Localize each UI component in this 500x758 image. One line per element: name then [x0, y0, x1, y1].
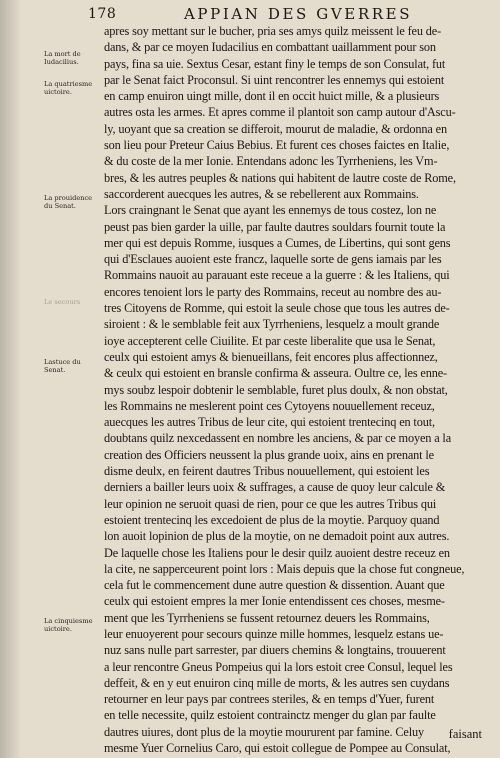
text-line: estoient trentecinq les excedoient de plus de la moytie. Parquoy quand [104, 512, 440, 527]
text-line: ment que les Tyrrheniens se fussent retournez deuers les Rommains, [104, 610, 430, 625]
text-line: en telle necessite, quilz estoient contrainctz menger du glan par faulte [104, 708, 436, 723]
text-line: dautres uiures, dont plus de la moytie moururent par famine. Celuy [104, 724, 424, 739]
text-line: nuz sans nulle part sarrester, par diuers chemins & longtains, trouuerent [104, 643, 446, 658]
text-line: a leur rencontre Gneus Pompeius qui la lors estoit cree Consul, lequel les [104, 659, 453, 674]
text-line: les Rommains ne meslerent point ces Cytoyens nouuellement receuz, [104, 398, 435, 413]
text-line: la cite, ne sapperceurent point lors : Mais depuis que la chose fut congneue, [104, 561, 465, 576]
text-line: doubtans quilz nexcedassent en nombre les anciens, & par ce moyen a la [104, 431, 452, 446]
text-line: ceulx qui estoient empres la mer Ionie entendissent ces choses, mesme- [104, 594, 445, 609]
text-line: son lieu pour Preteur Caius Bebius. Et furent ces choses faictes en Italie, [104, 138, 450, 153]
margin-note: La cinquiesme uictoire. [44, 617, 93, 633]
text-line: ceulx qui estoient amys & bienueillans, feit encores plus affectionnez, [104, 349, 438, 364]
body-text [104, 23, 482, 756]
text-line: ly, uoyant que sa creation se differoit, mourut de maladie, & ordonna en [104, 121, 447, 136]
text-line: saccorderent auecques les autres, & se rebellerent aux Rommains. [104, 186, 419, 201]
text-line: mesme Yuer Cornelius Caro, qui estoit collegue de Pompee au Consulat, [104, 741, 451, 756]
margin-note: La quatriesme uictoire. [44, 80, 93, 96]
text-line: bres, & les autres peuples & nations qui habitent de lautre coste de Rome, [104, 170, 456, 185]
text-line: siroient : & le semblable feit aux Tyrrheniens, lesquelz a moult grande [104, 317, 440, 332]
text-line: Rommains nauoit au parauant este receue a la guerre : & les Italiens, qui [104, 268, 450, 283]
text-line: tres Citoyens de Romme, qui estoit la seule chose que tous les autres de- [104, 301, 450, 316]
text-line: derniers a bailler leurs uoix & suffrages, a cause de quoy leur calcule & [104, 480, 446, 495]
text-line: & ceulx qui estoient en bransle confirma & asseura. Oultre ce, les enne- [104, 366, 447, 381]
text-line: apres soy mettant sur le bucher, pria ses amys quilz meissent le feu de- [104, 24, 442, 38]
margin-note: Lastuce du Senat. [44, 358, 81, 374]
text-line: auecques les autres Tribus de leur cite, qui estoient trentecinq en tout, [104, 415, 435, 430]
text-line: retourner en leur pays par contrees steriles, & en temps d'Yuer, furent [104, 692, 435, 707]
running-head: APPIAN DES GVERRES [184, 5, 413, 23]
text-line: creation des Officiers neussent la plus grande uoix, ains en prenant le [104, 447, 434, 462]
text-line: leur opinion ne seruoit quasi de rien, pour ce que les autres Tribus qui [104, 496, 437, 511]
text-line: mys soubz lespoir dobtenir le semblable, furet plus doulx, & non obstat, [104, 382, 448, 397]
text-line: en camp enuiron uingt mille, dont il en occit huict mille, & a plusieurs [104, 89, 440, 104]
margin-note-faint: Le secours [44, 298, 81, 306]
text-line: ioye accepterent celle Ciuilite. Et par ceste liberalite que usa le Senat, [104, 333, 436, 348]
page-number: 178 [88, 6, 117, 22]
text-line: encores tenoient lors le party des Rommains, receut au nombre des au- [104, 284, 442, 299]
text-line: par le Senat faict Proconsul. Si uint rencontrer les ennemys qui estoient [104, 72, 445, 87]
text-line: peust pas bien garder la uille, par faulte dautres souldars fournit toute la [104, 219, 446, 234]
text-line: lon auoit lopinion de plus de la moytie, on ne demadoit point aux autres. [104, 529, 450, 544]
text-line: qui d'Esclaues auoient este francz, laquelle sorte de gens iamais par les [104, 252, 442, 267]
margin-notes [0, 0, 100, 758]
text-line: mer qui est depuis Romme, iusques a Cumes, de Libertins, qui sont gens [104, 235, 451, 250]
text-line: & du coste de la mer Ionie. Entendans adonc les Tyrrheniens, les Vm- [104, 154, 438, 169]
text-line: autres osta les armes. Et apres comme il plantoit son camp autour d'Ascu- [104, 105, 456, 120]
text-line: De laquelle chose les Italiens pour le desir quilz auoient destre receuz en [104, 545, 450, 560]
text-line: dans, & par ce moyen Iudacilius en combattant uaillamment pour son [104, 40, 436, 55]
margin-note: La mort de Iudacilius. [44, 50, 81, 66]
margin-note: La prouidence du Senat. [44, 194, 93, 210]
text-line: disme deulx, en feirent dautres Tribus nouuellement, qui estoient les [104, 464, 430, 479]
text-line: deffeit, & en y eut enuiron cinq mille de morts, & les autres sen cuydans [104, 675, 450, 690]
catchword: faisant [448, 727, 482, 741]
text-line: cela fut le commencement dune autre question & dissention. Auant que [104, 578, 445, 593]
text-line: leur enuoyerent pour secours quinze mille hommes, lesquelz estans ue- [104, 626, 444, 641]
text-line: Lors craingnant le Senat que ayant les ennemys de tous costez, lon ne [104, 203, 437, 218]
text-line: pays, fina sa uie. Sextus Cesar, estant finy le temps de son Consulat, fut [104, 56, 446, 71]
